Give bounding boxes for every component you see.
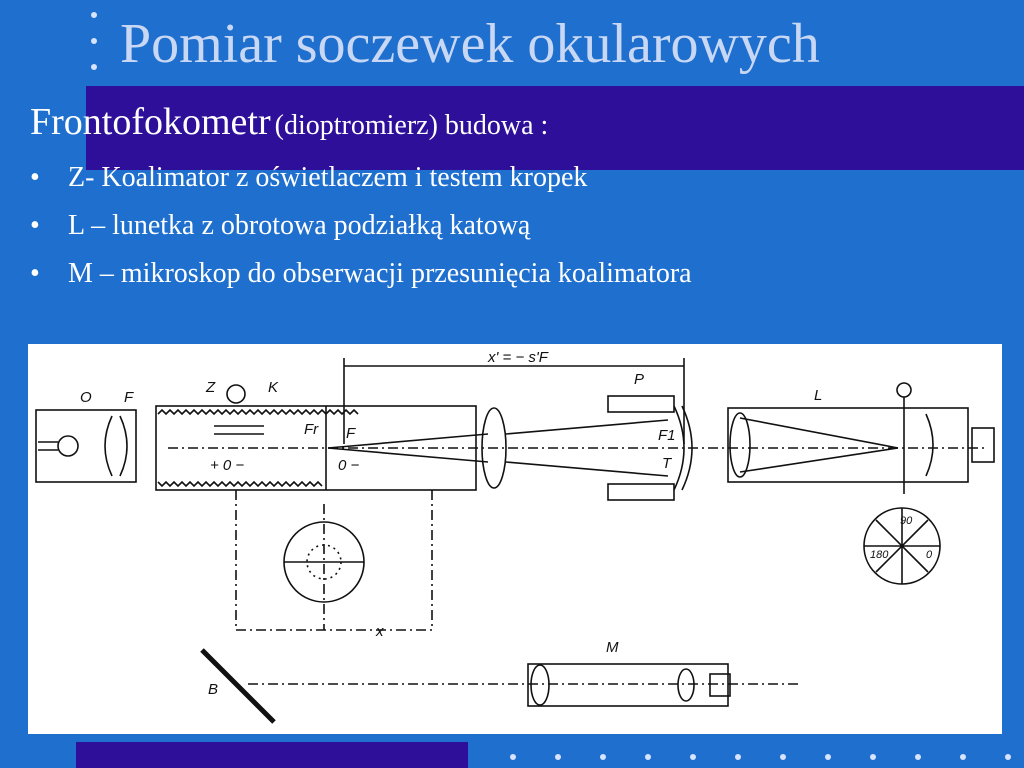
label-L: L — [814, 387, 823, 404]
label-x: x — [376, 623, 384, 640]
bullet-text: L – lunetka z obrotowa podziałką katową — [68, 210, 531, 241]
upper-clamp — [608, 396, 674, 412]
slide-subtitle — [30, 100, 548, 144]
label-plus-zero: + 0 − — [210, 457, 245, 474]
label-K: K — [268, 379, 279, 396]
label-Z: Z — [206, 379, 216, 396]
decorative-bar-bottom — [76, 742, 468, 768]
bullet-text: M – mikroskop do obserwacji przesunięcia koalimatora — [68, 258, 692, 289]
subtitle-main: Frontofokometr — [30, 101, 271, 143]
label-scale-90: 90 — [900, 515, 913, 527]
microscope-tube — [528, 664, 728, 706]
eyepiece-cap — [972, 428, 994, 462]
bullet-item — [30, 208, 692, 256]
lamp-bulb-icon — [58, 436, 78, 456]
label-Ff: Fr — [304, 421, 319, 438]
decorative-dots-left — [88, 10, 100, 72]
bullet-text: Z- Koalimator z oświetlaczem i testem kropek — [68, 162, 588, 193]
label-F: F — [346, 425, 356, 442]
bullet-item — [30, 256, 692, 304]
label-P: P — [634, 371, 645, 388]
subtitle-sub: (dioptromierz) budowa : — [274, 110, 549, 141]
label-zero: 0 − — [338, 457, 360, 474]
label-F1: F1 — [658, 427, 676, 444]
slide-title: Pomiar soczewek okularowych — [120, 13, 820, 75]
bullet-marker: • — [30, 210, 40, 241]
bullet-marker: • — [30, 258, 40, 289]
rack-teeth — [158, 410, 358, 414]
label-F-lamp: F — [124, 389, 134, 406]
label-scale-180: 180 — [870, 549, 889, 561]
microscope-objective — [531, 665, 549, 705]
label-O: O — [80, 389, 92, 406]
telescope-objective — [730, 413, 750, 477]
gear-icon — [227, 385, 245, 403]
label-scale-0: 0 — [926, 549, 933, 561]
reticle-knob-icon — [897, 383, 911, 397]
telescope-tube — [728, 408, 968, 482]
label-M: M — [606, 639, 619, 656]
label-T: T — [662, 455, 672, 472]
eyepiece-lens — [926, 414, 933, 476]
label-B: B — [208, 681, 219, 698]
bullet-list — [30, 160, 692, 304]
instrument-schematic — [28, 344, 1002, 734]
bullet-marker: • — [30, 162, 40, 193]
schematic-svg — [28, 344, 1002, 734]
bullet-item — [30, 160, 692, 208]
label-dimension: x' = − s'F — [488, 349, 548, 366]
lamp-housing — [36, 410, 136, 482]
lower-clamp — [608, 484, 674, 500]
condenser-lens — [105, 416, 112, 476]
